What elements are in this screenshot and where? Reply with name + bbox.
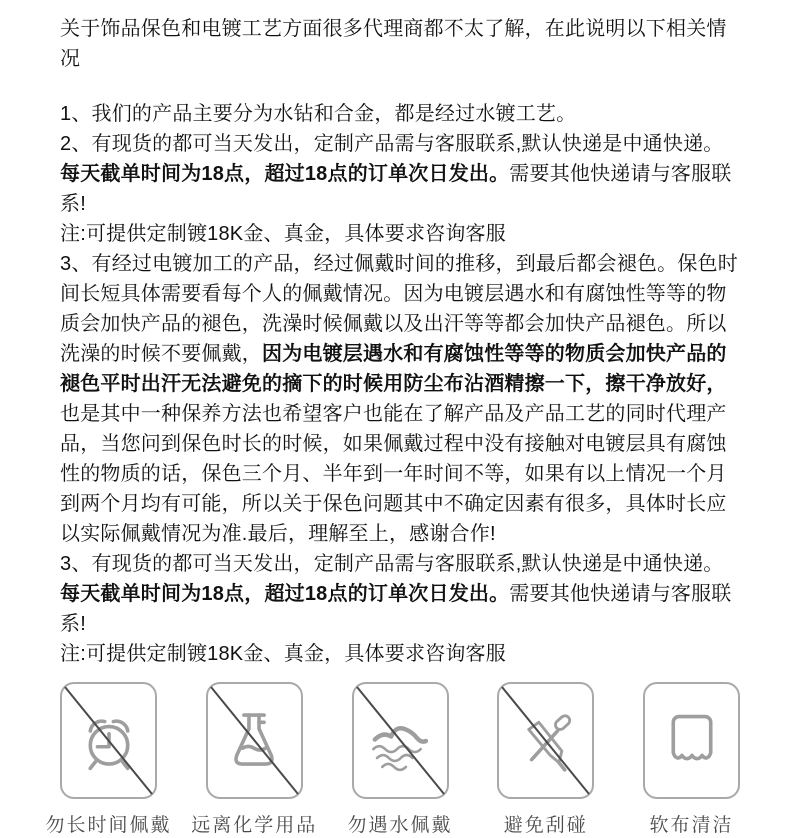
text-run: 3、有经过电镀加工的产品，经过佩戴时间的推移，到最后都会褪色。保色时间长短具体需要看每个人的佩戴情况。因为电镀层遇水和有腐蚀性等等的物质会加快产品的褪色，洗澡时候佩戴以及出汗等等都会加快产品褪色。所以洗澡的时候不要佩戴， (60, 253, 738, 365)
bold-text-run: 因为电镀层遇水和有腐蚀性等等的物质会加快产品的褪色平时出汗无法避免的摘下的时候用防尘布沾酒精擦一下，擦干净放好， (60, 343, 727, 395)
care-item-soft-cloth-clean (643, 682, 740, 838)
text-run: 注:可提供定制镀18K金、真金，具体要求咨询客服 (60, 643, 506, 665)
care-icon-label: 避免刮碰 (503, 815, 588, 836)
care-icon-box (643, 682, 740, 799)
care-item-no-long-wear (45, 682, 172, 838)
paragraph-item-2 (60, 129, 740, 219)
bold-text-run: 每天截单时间为18点，超过18点的订单次日发出。 (60, 583, 510, 605)
text-run: 需要其他快递请与客服联系! (60, 583, 732, 635)
paragraph-item-3-repeat (60, 549, 740, 639)
note-line-repeat (60, 639, 740, 669)
care-icon-label: 软布清洁 (649, 815, 734, 836)
care-icon-box (60, 682, 157, 799)
prohibition-slash (499, 684, 592, 797)
prohibition-slash (62, 684, 155, 797)
description-paragraphs (60, 99, 740, 669)
care-item-avoid-scratch (497, 682, 594, 838)
text-run: 3、有现货的都可当天发出，定制产品需与客服联系,默认快递是中通快递。 (60, 553, 724, 575)
prohibition-slash (354, 684, 447, 797)
care-icon-box (206, 682, 303, 799)
care-icon-label: 远离化学用品 (191, 815, 318, 836)
page-title: 关于饰品保色和电镀工艺方面很多代理商都不太了解，在此说明以下相关情况 (60, 18, 727, 70)
bold-text-run: 每天截单时间为18点，超过18点的订单次日发出。 (60, 163, 510, 185)
paragraph-item-3 (60, 249, 740, 549)
text-run: 注:可提供定制镀18K金、真金，具体要求咨询客服 (60, 223, 506, 245)
text-run: 也是其中一种保养方法也希望客户也能在了解产品及产品工艺的同时代理产品，当您问到保色时长的时候，如果佩戴过程中没有接触对电镀层具有腐蚀性的物质的话，保色三个月、半年到一年时间不等，如果有以上情况一个月到两个月均有可能，所以关于保色问题其中不确定因素有很多，具体时长应以实际佩戴情况为准.最后，理解至上，感谢合作! (60, 403, 727, 545)
text-run: 2、有现货的都可当天发出，定制产品需与客服联系,默认快递是中通快递。 (60, 133, 724, 155)
note-line (60, 219, 740, 249)
care-icon-label: 勿遇水佩戴 (347, 815, 453, 836)
care-item-no-water-wear (347, 682, 453, 838)
care-icon-box (352, 682, 449, 799)
text-run: 1、我们的产品主要分为水钻和合金，都是经过水镀工艺。 (60, 103, 577, 125)
cloth-icon (656, 705, 728, 777)
care-icon-label: 勿长时间佩戴 (45, 815, 172, 836)
care-item-away-from-chemicals (191, 682, 318, 838)
care-icons-row (45, 682, 740, 838)
care-icon-box (497, 682, 594, 799)
prohibition-slash (208, 684, 301, 797)
text-run: 需要其他快递请与客服联系! (60, 163, 732, 215)
paragraph-item-1 (60, 99, 740, 129)
